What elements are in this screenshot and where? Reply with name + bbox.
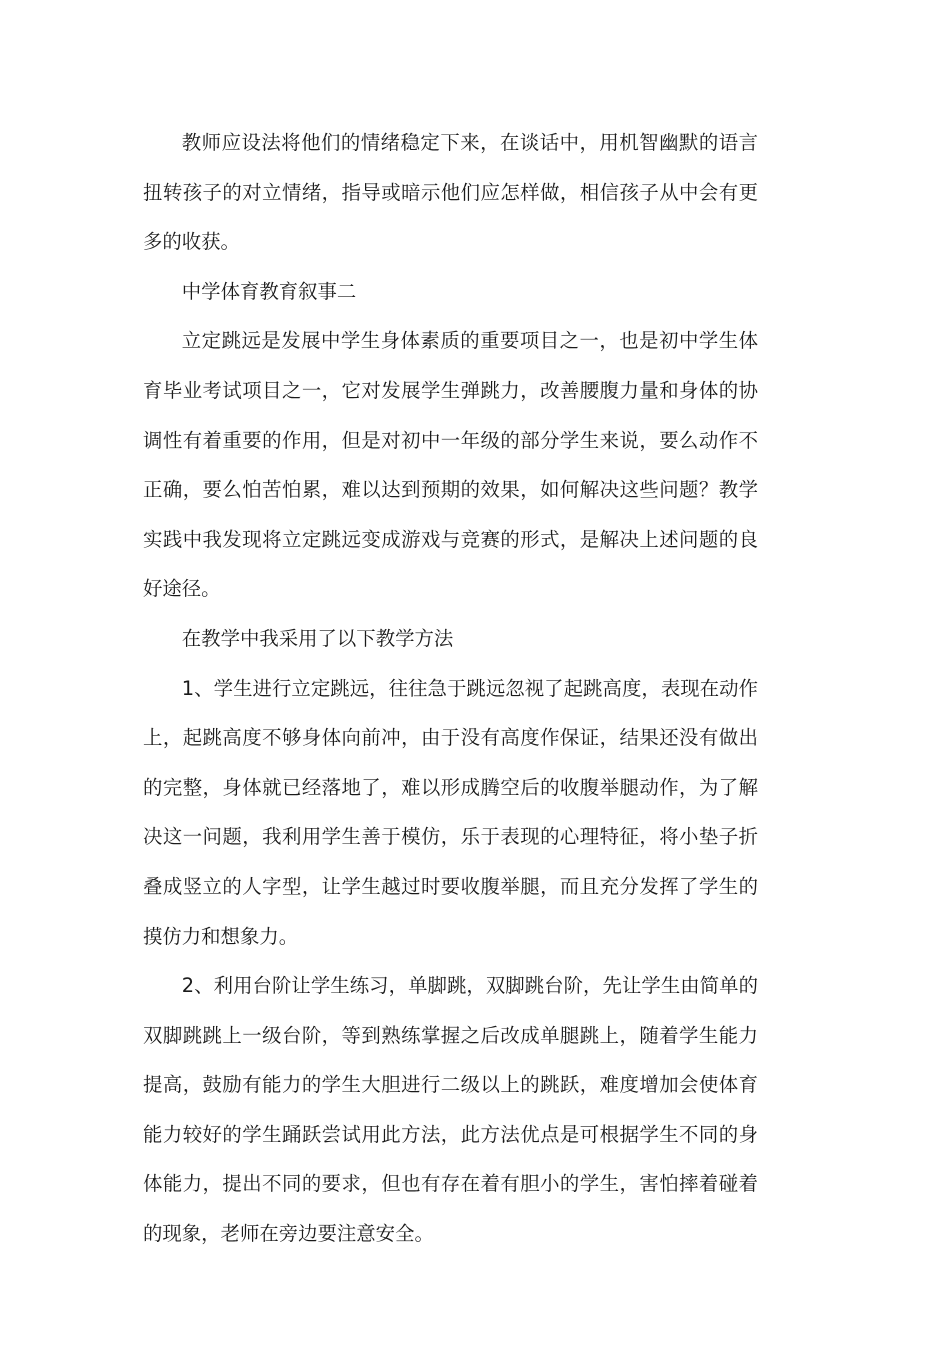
paragraph-standing-long-jump: 立定跳远是发展中学生身体素质的重要项目之一，也是初中学生体育毕业考试项目之一，它对发展学生弹跳力，改善腰腹力量和身体的协调性有着重要的作用，但是对初中一年级的部分学生来说，要么动作不正确，要么怕苦怕累，难以达到预期的效果，如何解决这些问题？教学实践中我发现将立定跳远变成游戏与竞赛的形式，是解决上述问题的良好途径。 [143,329,758,601]
paragraph-method-1: 1、学生进行立定跳远，往往急于跳远忽视了起跳高度，表现在动作上，起跳高度不够身体向前冲，由于没有高度作保证，结果还没有做出的完整，身体就已经落地了，难以形成腾空后的收腹举腿动作，为了解决这一问题，我利用学生善于模仿，乐于表现的心理特征，将小垫子折叠成竖立的人字型，让学生越过时要收腹举腿，而且充分发挥了学生的摸仿力和想象力。 [143,676,758,948]
document-body [143,118,758,1259]
paragraph-intro-continuation: 教师应设法将他们的情绪稳定下来，在谈话中，用机智幽默的语言扭转孩子的对立情绪，指导或暗示他们应怎样做，相信孩子从中会有更多的收获。 [143,131,758,254]
paragraph-method-2: 2、利用台阶让学生练习，单脚跳，双脚跳台阶，先让学生由简单的双脚跳跳上一级台阶，等到熟练掌握之后改成单腿跳上，随着学生能力提高，鼓励有能力的学生大胆进行二级以上的跳跃，难度增加会使体育能力较好的学生踊跃尝试用此方法，此方法优点是可根据学生不同的身体能力，提出不同的要求，但也有存在着有胆小的学生，害怕摔着碰着的现象，老师在旁边要注意安全。 [143,974,758,1246]
section-heading: 中学体育教育叙事二 [181,279,357,303]
paragraph-methods-intro: 在教学中我采用了以下教学方法 [181,626,454,650]
